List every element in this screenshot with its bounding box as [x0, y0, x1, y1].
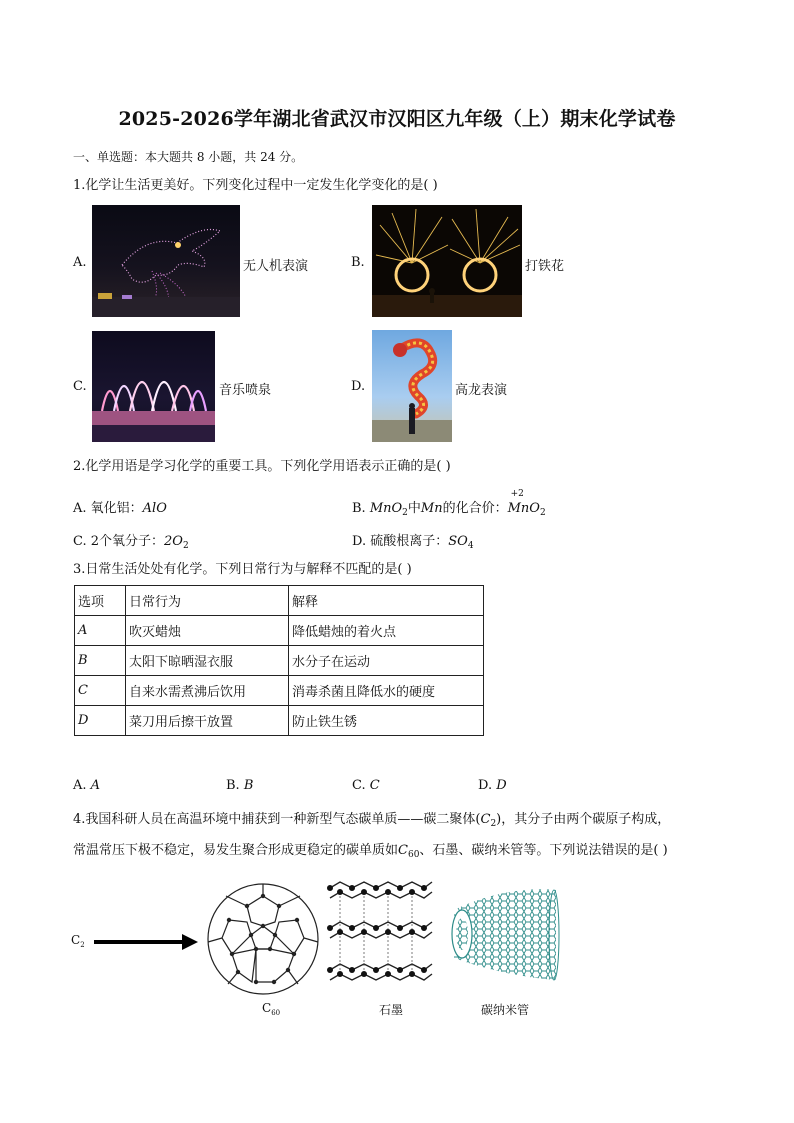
table-cell: 自来水需煮沸后饮用 [126, 676, 289, 706]
table-row [75, 616, 484, 646]
page-title: 2025-2026学年湖北省武汉市汉阳区九年级（上）期末化学试卷 [118, 108, 676, 130]
q2-d-formula: SO [448, 534, 468, 549]
q2-option-a [73, 497, 167, 516]
question-3-stem: 3.日常生活处处有化学。下列日常行为与解释不匹配的是( ) [73, 562, 412, 577]
q2-b-subscript: 2 [402, 508, 408, 518]
table-header-cell: 解释 [289, 586, 484, 616]
q2-b-element: Mn [420, 501, 443, 516]
table-cell: 降低蜡烛的着火点 [289, 616, 484, 646]
music-fountain-image [92, 331, 215, 442]
q2-option-b [352, 489, 546, 518]
q1-option-d-caption: 高龙表演 [455, 383, 508, 398]
q3-table [74, 585, 484, 736]
q2-b-formula: MnO [369, 501, 403, 516]
q3-answer-d-label: D. [478, 778, 497, 793]
q2-b-text-tail: 的化合价： [442, 501, 508, 516]
fig-c2-label [71, 933, 85, 949]
q2-option-d [352, 530, 474, 551]
q2-option-c-label: C. 2个氧分子： [73, 534, 165, 549]
q2-option-b-label: B. [352, 501, 370, 516]
q1-option-a-letter: A. [73, 255, 87, 270]
q2-b-formula-valence: MnO [507, 501, 540, 516]
q1-option-c-letter: C. [73, 379, 87, 394]
table-cell: A [75, 616, 126, 646]
q3-answer-a-value: A [90, 778, 101, 793]
question-1-stem: 1.化学让生活更美好。下列变化过程中一定发生化学变化的是( ) [73, 178, 438, 193]
question-4-stem-line1 [73, 810, 670, 834]
table-row [75, 676, 484, 706]
q3-answer-b-label: B. [226, 778, 244, 793]
q3-answer-a-label: A. [73, 778, 91, 793]
q3-answer-c-label: C. [352, 778, 370, 793]
q4-formula: C [480, 812, 491, 827]
carbon-nanotube-icon [444, 880, 562, 992]
table-cell: 太阳下晾晒湿衣服 [126, 646, 289, 676]
q3-answer-c-value: C [369, 778, 380, 793]
q2-d-subscript: 4 [467, 541, 474, 551]
fig-c60-subscript: 60 [271, 1009, 281, 1017]
q3-answer-b [226, 778, 253, 793]
q1-option-a-caption: 无人机表演 [243, 259, 309, 274]
q1-option-b-letter: B. [351, 255, 365, 270]
table-cell: B [75, 646, 126, 676]
q1-option-c-caption: 音乐喷泉 [219, 383, 272, 398]
q2-b-subscript-2: 2 [539, 508, 546, 518]
table-header-cell: 选项 [75, 586, 126, 616]
q4-formula: C [398, 843, 408, 858]
table-cell: 消毒杀菌且降低水的硬度 [289, 676, 484, 706]
q1-option-b-caption: 打铁花 [525, 259, 565, 274]
q2-option-a-label: A. 氧化铝： [73, 501, 143, 516]
q4-subscript: 2 [490, 819, 497, 829]
table-cell: 菜刀用后擦干放置 [126, 706, 289, 736]
table-header-cell: 日常行为 [126, 586, 289, 616]
table-row [75, 646, 484, 676]
fig-c2-subscript: 2 [80, 941, 85, 949]
fig-c2-symbol: C [71, 933, 81, 947]
q2-b-valence: +2 [510, 489, 524, 499]
c60-fullerene-icon [204, 880, 322, 998]
iron-flower-image [372, 205, 522, 317]
drone-show-image [92, 205, 240, 317]
question-4-stem-line2 [73, 841, 668, 865]
question-2-stem: 2.化学用语是学习化学的重要工具。下列化学用语表示正确的是( ) [73, 459, 451, 474]
q3-answer-c [352, 778, 380, 793]
section-heading: 一、单选题：本大题共 8 小题，共 24 分。 [73, 150, 304, 164]
q3-answer-b-value: B [243, 778, 254, 793]
fig-c60-label [262, 1001, 280, 1017]
q3-answer-d-value: D [496, 778, 507, 793]
q2-c-subscript: 2 [182, 541, 189, 551]
q4-text: 常温常压下极不稳定，易发生聚合形成更稳定的碳单质如 [73, 843, 399, 858]
table-cell: D [75, 706, 126, 736]
dragon-performance-image [372, 330, 452, 442]
q4-subscript: 60 [407, 850, 420, 860]
q2-option-a-formula: AlO [142, 501, 167, 516]
q2-option-d-label: D. 硫酸根离子： [352, 534, 449, 549]
fig-graphite-label: 石墨 [379, 1003, 404, 1017]
q2-c-formula: 2O [164, 534, 183, 549]
q3-answer-a [73, 778, 100, 793]
table-cell: 防止铁生锈 [289, 706, 484, 736]
table-cell: C [75, 676, 126, 706]
q1-option-d-letter: D. [351, 379, 366, 394]
fig-nanotube-label: 碳纳米管 [481, 1003, 530, 1017]
table-row [75, 706, 484, 736]
q4-text: )，其分子由两个碳原子构成， [496, 812, 671, 827]
graphite-layers-icon [326, 874, 436, 994]
q4-text: 4.我国科研人员在高温环境中捕获到一种新型气态碳单质——碳二聚体( [73, 812, 481, 827]
q4-text: 、石墨、碳纳米管等。下列说法错误的是( ) [419, 843, 668, 858]
arrow-icon [92, 932, 202, 952]
table-cell: 水分子在运动 [289, 646, 484, 676]
table-header-row [75, 586, 484, 616]
fig-c60-symbol: C [262, 1001, 272, 1015]
q2-option-c [73, 530, 189, 551]
q2-b-text: 中 [407, 501, 421, 516]
table-cell: 吹灭蜡烛 [126, 616, 289, 646]
q3-answer-d [478, 778, 507, 793]
